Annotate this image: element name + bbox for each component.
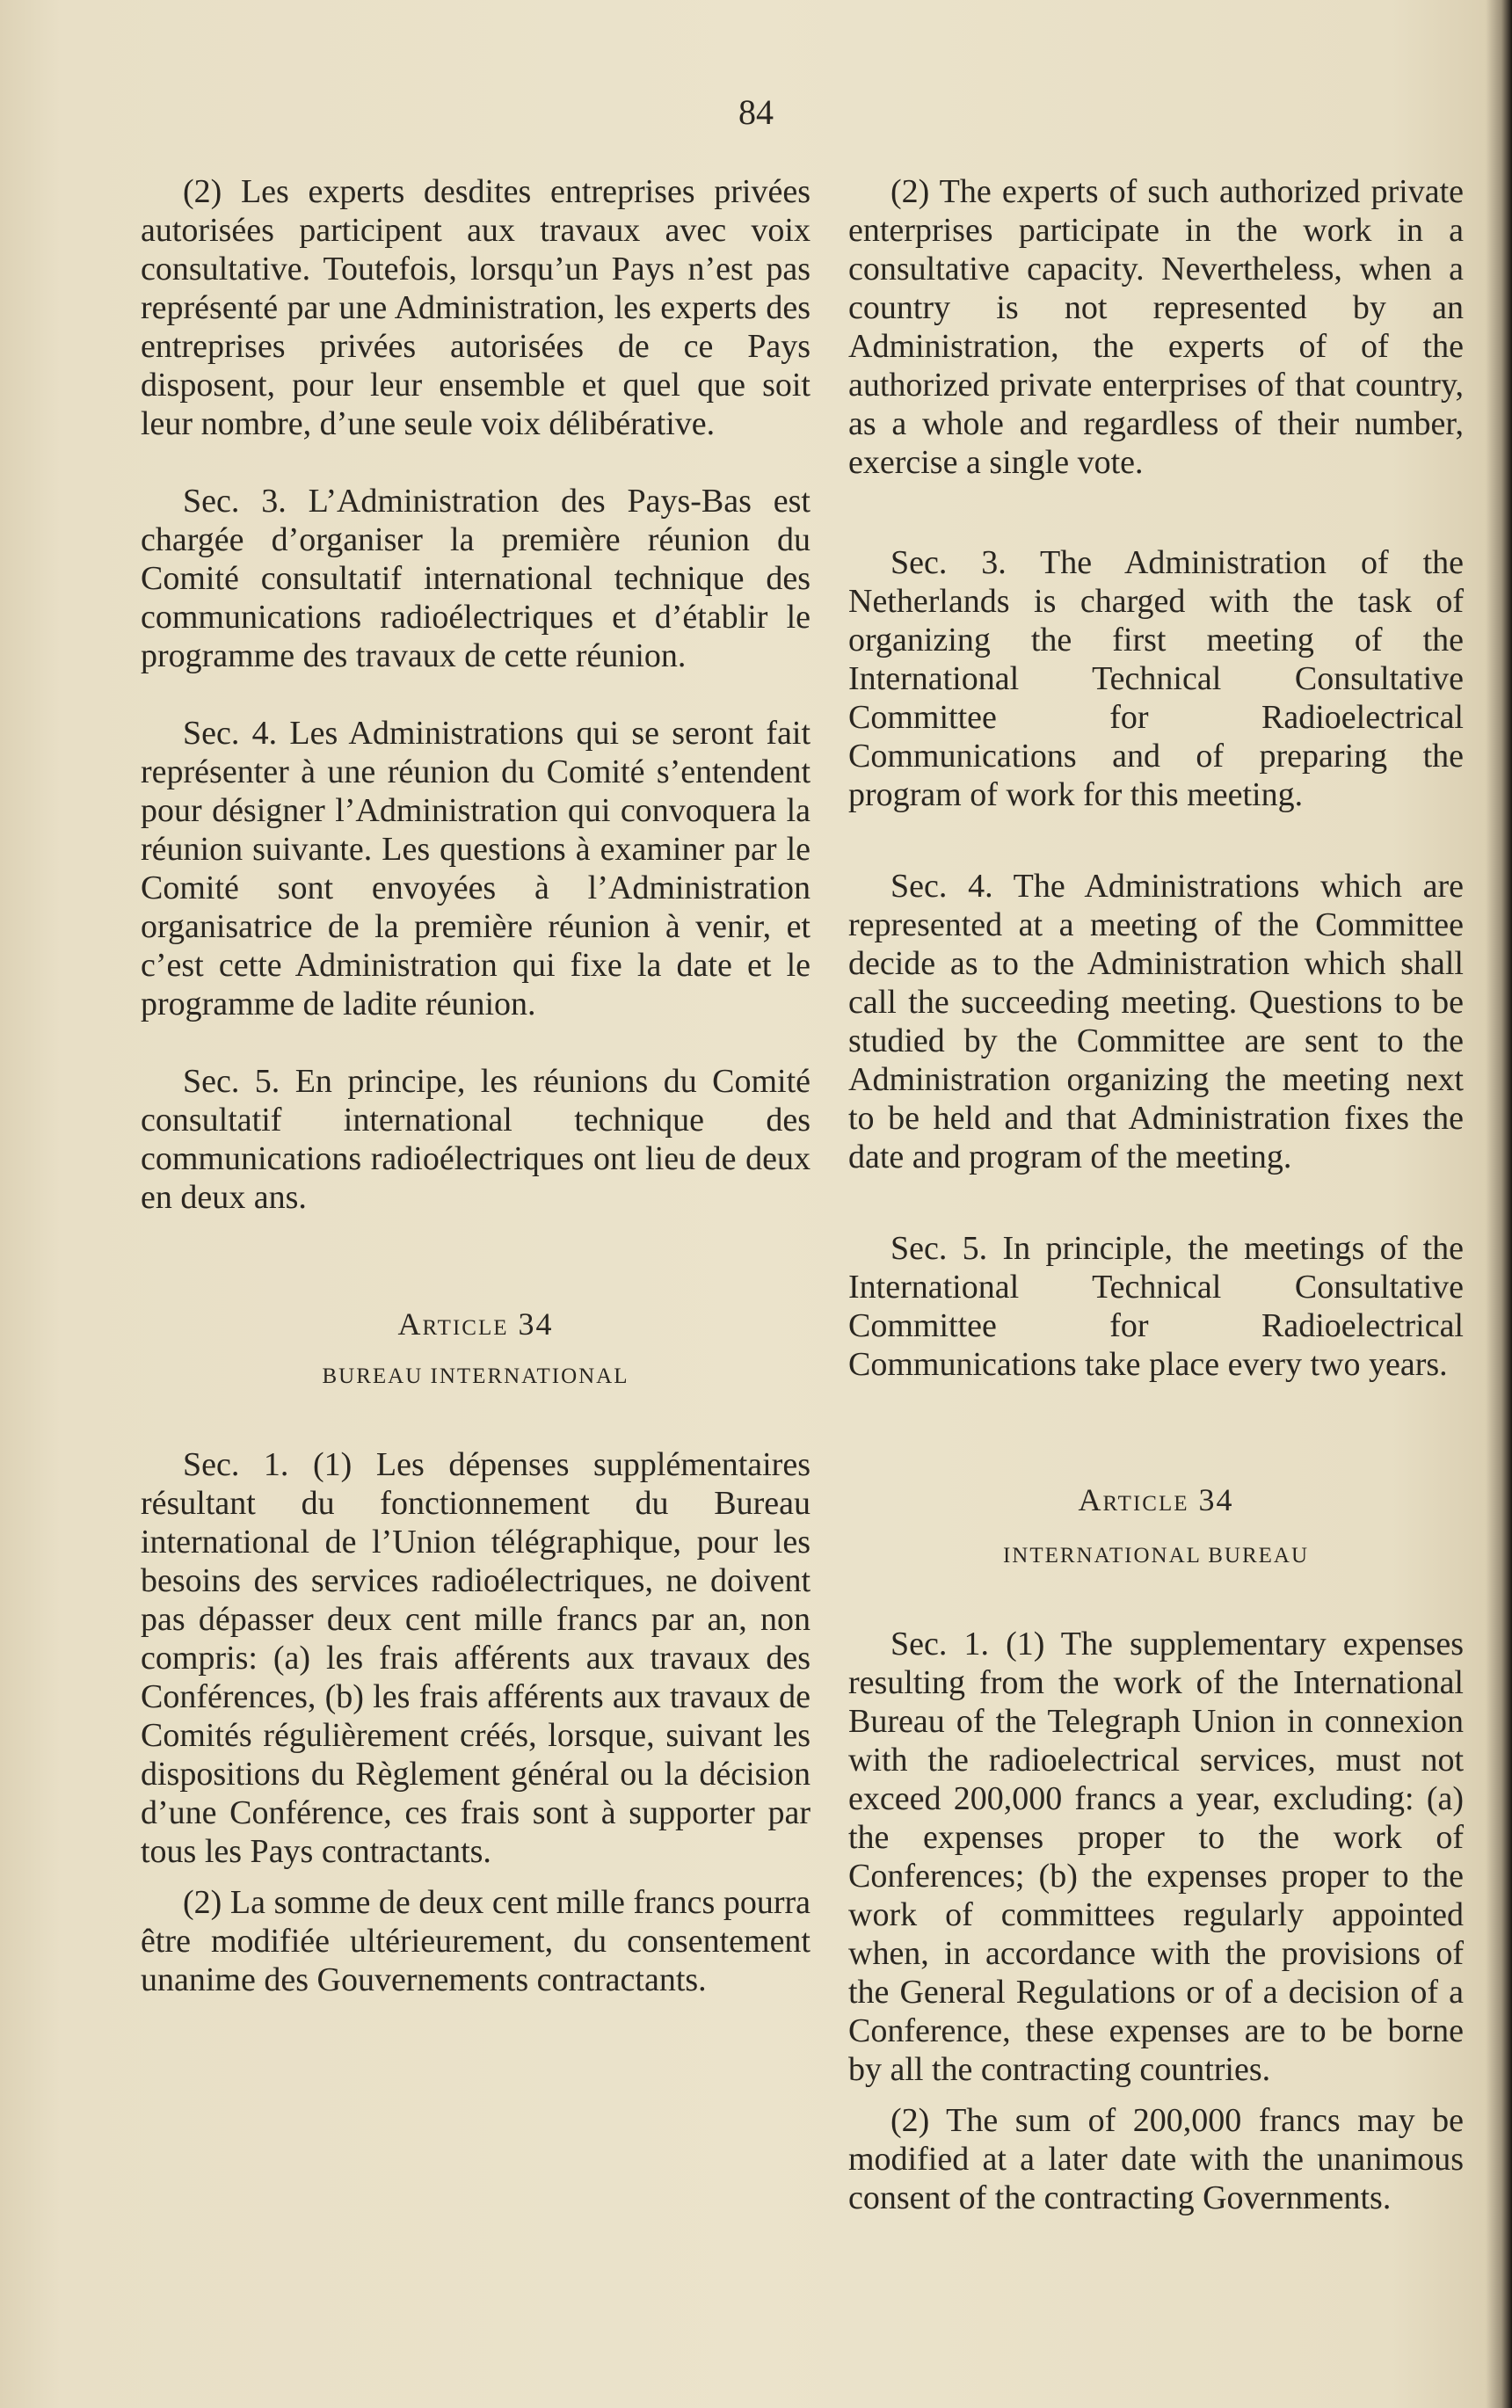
en-section-3: Sec. 3. The Administration of the Netherlands is charged with the task of organizing the first meeting of the International Technical Consultative Committee for Radioelectrical Communications and of preparing the program of work for this meeting.: [848, 544, 1464, 813]
en-paragraph-2: (2) The experts of such authorized private enterprises participate in the work in a consultative capacity. Nevertheless, when a country is not represented by an Administration, the experts of of the authorized private enterprises of that country, as a whole and regardless of their number, exercise a single vote.: [848, 173, 1464, 481]
french-column: [141, 172, 811, 1999]
en-section-1-2: (2) The sum of 200,000 francs may be modified at a later date with the unanimous consent of the contracting Governments.: [848, 2102, 1464, 2216]
fr-section-1-2: (2) La somme de deux cent mille francs pourra être modifiée ultérieurement, du consentement unanime des Gouvernements contractants.: [141, 1884, 811, 1998]
book-spine-shadow: [1486, 0, 1512, 2408]
en-article-subheading: INTERNATIONAL BUREAU: [1002, 1544, 1310, 1568]
fr-section-1-1: Sec. 1. (1) Les dépenses supplémentaires résultant du fonctionnement du Bureau international de l’Union télégraphique, pour les besoins des services radioélectriques, ne doivent pas dépasser deux cent mille francs par an, non compris: (a) les frais afférents aux travaux des Conférences, (b) les frais afférents aux travaux de Comités régulièrement créés, lorsque, suivant les dispositions du Règlement général ou la décision d’une Conférence, ces frais sont à supporter par tous les Pays contractants.: [141, 1446, 811, 1870]
page-number: 84: [738, 92, 774, 132]
fr-section-5: Sec. 5. En principe, les réunions du Comité consultatif international technique des communications radioélectriques ont lieu de deux en deux ans.: [141, 1063, 811, 1216]
en-section-5: Sec. 5. In principle, the meetings of the International Technical Consultative Committee for Radioelectrical Communications take place every two years.: [848, 1230, 1464, 1383]
en-section-4: Sec. 4. The Administrations which are represented at a meeting of the Committee decide as to the Administration which shall call the succeeding meeting. Questions to be studied by the Committee are sent to the Administration organizing the meeting next to be held and that Administration fixes the date and program of the meeting.: [848, 868, 1464, 1175]
fr-article-subheading: BUREAU INTERNATIONAL: [322, 1364, 629, 1388]
en-section-1-1: Sec. 1. (1) The supplementary expenses resulting from the work of the International Bureau of the Telegraph Union in connexion with the radioelectrical services, must not exceed 200,000 francs a year, excluding: (a) the expenses proper to the work of Conferences; (b) the expenses proper to the work of committees regularly appointed when, in accordance with the provisions of the General Regulations or of a decision of a Conference, these expenses are to be borne by all the contracting countries.: [848, 1626, 1464, 2088]
fr-article-heading: Article 34: [397, 1306, 554, 1342]
english-column: [848, 172, 1464, 2217]
fr-paragraph-2: (2) Les experts desdites entreprises privées autorisées participent aux travaux avec voix consultative. Toutefois, lorsqu’un Pays n’est pas représenté par une Administration, les experts des entreprises privées autorisées de ce Pays disposent, pour leur ensemble et quel que soit leur nombre, d’une seule voix délibérative.: [141, 173, 811, 442]
en-article-heading: Article 34: [1078, 1482, 1234, 1517]
fr-section-4: Sec. 4. Les Administrations qui se seront fait représenter à une réunion du Comité s’entendent pour désigner l’Administration qui convoquera la réunion suivante. Les questions à examiner par le Comité sont envoyées à l’Administration organisatrice de la première réunion à venir, et c’est cette Administration qui fixe la date et le programme de ladite réunion.: [141, 715, 811, 1022]
fr-section-3: Sec. 3. L’Administration des Pays-Bas est chargée d’organiser la première réunion du Comité consultatif international technique des communications radioélectriques et d’établir le programme des travaux de cette réunion.: [141, 483, 811, 674]
